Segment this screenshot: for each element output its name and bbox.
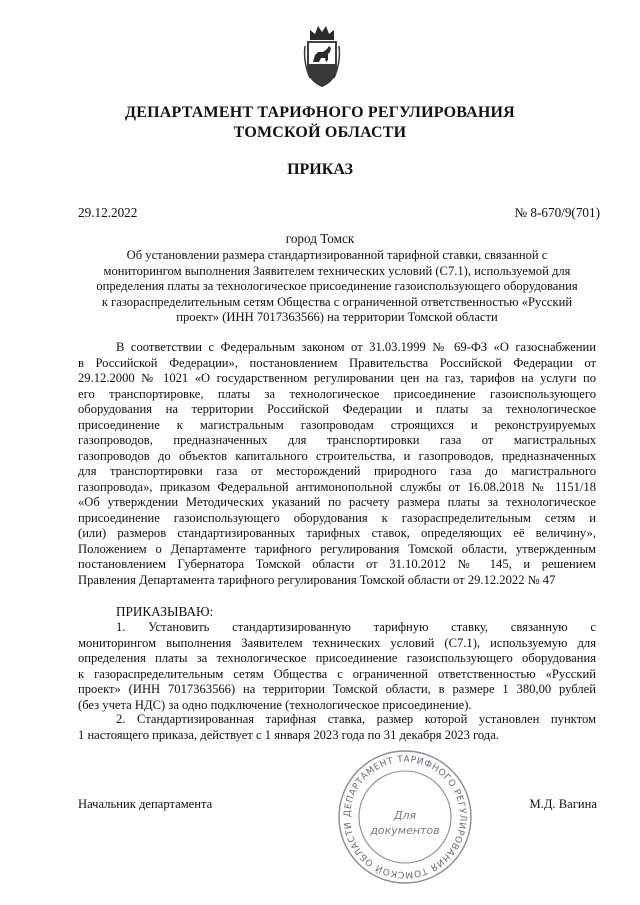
- basis-line: (или) размеров стандартизированных тарифных ставок, определяющих её величину»,: [78, 526, 596, 540]
- basis-line: для транспортировки газа от месторождений природного газа до магистрального: [78, 464, 596, 478]
- official-stamp: [335, 747, 475, 887]
- basis-line: Правления Департамента тарифного регулирования Томской области от 29.12.2022 № 47: [78, 572, 556, 587]
- subject-line: к газораспределительным сетям Общества с ограниченной ответственностью «Русский: [101, 294, 573, 309]
- legal-basis-paragraph: [78, 340, 596, 588]
- basis-line: В соответствии с Федеральным законом от 31.03.1999 № 69-ФЗ «О газоснабжении: [116, 340, 596, 354]
- order-intro-text: ПРИКАЗЫВАЮ:: [116, 604, 214, 619]
- order-item-2: [78, 712, 596, 743]
- item1-line: (без учета НДС) за одно подключение (технологическое присоединение).: [78, 697, 472, 712]
- tomsk-coat-of-arms-icon: [302, 22, 342, 92]
- subject-line: определения платы за технологическое присоединение газоиспользующего оборудования: [96, 279, 578, 293]
- item1-line: к газораспределительным сетям Общества с ограниченной ответственностью «Русский: [78, 666, 596, 681]
- item1-line: проект» (ИНН 7017363566) на территории Томской области, в размере 1 380,00 рублей: [78, 682, 596, 696]
- basis-line: газопроводов, предназначенных для транспортировки газа от магистральных: [78, 433, 596, 447]
- basis-line: Положением о Департаменте тарифного регулирования Томской области, утвержденным: [78, 541, 596, 556]
- basis-line: в Российской Федерации», постановлением Правительства Российской Федерации от: [78, 355, 596, 370]
- basis-line: присоединение к магистральным газопроводам строящихся и реконструируемых: [78, 417, 596, 432]
- subject-line: проект» (ИНН 7017363566) на территории Томской области: [176, 310, 498, 324]
- department-name-line2: ТОМСКОЙ ОБЛАСТИ: [233, 124, 407, 141]
- order-intro: [78, 604, 596, 620]
- basis-line: 29.12.2000 № 1021 «О государственном регулировании цен на газ, тарифов на услуги по: [78, 371, 596, 385]
- stamp-center-line1: Для: [393, 809, 417, 822]
- department-name-line1: ДЕПАРТАМЕНТ ТАРИФНОГО РЕГУЛИРОВАНИЯ: [125, 104, 515, 121]
- item2-line: 1 настоящего приказа, действует с 1 января 2023 года по 31 декабря 2023 года.: [78, 727, 499, 742]
- order-date: 29.12.2022: [78, 205, 138, 220]
- subject-line: Об установлении размера стандартизированной тарифной ставки, связанной с: [126, 248, 548, 262]
- basis-line: присоединение газоиспользующего оборудования к газораспределительным сетям и: [78, 510, 596, 525]
- stamp-ring-text: ДЕПАРТАМЕНТ ТАРИФНОГО РЕГУЛИРОВАНИЯ ТОМСКОЙ ОБЛАСТИ: [342, 754, 468, 880]
- basis-line: постановлением Губернатора Томской области от 31.10.2012 № 145, и решением: [78, 557, 596, 571]
- signer-position: Начальник департамента: [78, 797, 213, 811]
- basis-line: его транспортировке, платы за технологическое присоединение газоиспользующего: [78, 386, 596, 401]
- basis-line: газопровода», приказом Федеральной антимонопольной службы от 16.08.2018 № 1151/18: [78, 479, 596, 494]
- subject-line: мониторингом выполнения Заявителем технических условий (С7.1), используемой для: [103, 263, 571, 278]
- basis-line: «Об утверждении Методических указаний по расчету размера платы за технологическое: [78, 495, 596, 509]
- stamp-center-line2: документов: [370, 824, 440, 837]
- item1-line: мониторингом выполнения Заявителем технических условий (С7.1), используемую для: [78, 635, 596, 650]
- order-item-1: [78, 620, 596, 713]
- item2-line: 2. Стандартизированная тарифная ставка, размер которой установлен пунктом: [116, 712, 596, 726]
- signer-name: М.Д. Вагина: [529, 797, 597, 811]
- basis-line: оборудования на территории Российской Федерации и платы за технологическое: [78, 402, 596, 416]
- order-subject: [78, 248, 596, 326]
- item1-line: определения платы за технологическое присоединение газоиспользующего оборудования: [78, 651, 596, 665]
- basis-line: газопроводов до объектов капитального строительства, и газопроводов, предназначенных: [78, 448, 596, 463]
- document-type-title: ПРИКАЗ: [287, 161, 353, 178]
- item1-line: 1. Установить стандартизированную тарифную ставку, связанную с: [116, 620, 596, 634]
- order-number: № 8-670/9(701): [514, 205, 600, 220]
- city: город Томск: [285, 231, 355, 246]
